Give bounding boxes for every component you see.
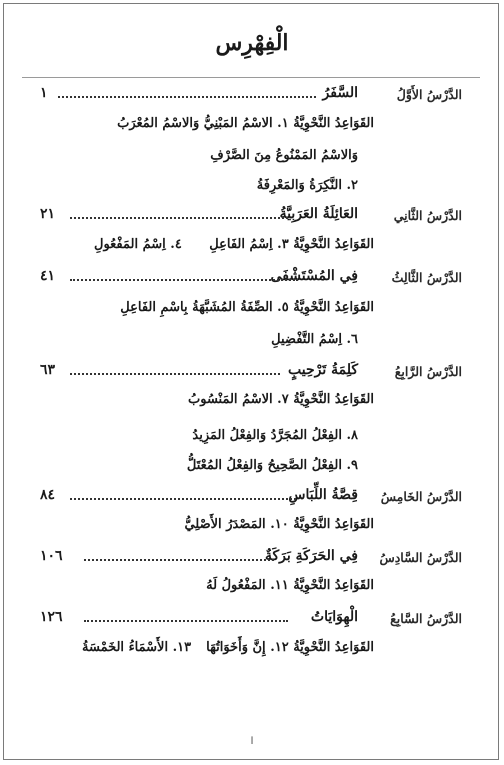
toc-entry-lesson-6[interactable] [0, 548, 504, 574]
lesson-title: قِصَّةُ اللِّبَاسِ [288, 487, 358, 503]
grammar-line: ٩. الفِعْلُ الصَّحِيحُ وَالفِعْلُ المُعْتَلُّ [186, 458, 358, 473]
page-number: ١٠٦ [40, 548, 63, 564]
grammar-line: ٨. الفِعْلُ المُجَرَّدُ وَالفِعْلُ المَزِيدُ [192, 428, 358, 443]
toc-entry-lesson-3[interactable] [0, 268, 504, 294]
page-number: ٢١ [40, 206, 56, 222]
lesson-title: فِي الحَرَكَةِ بَرَكَةٌ [265, 548, 358, 564]
grammar-line: القَوَاعِدُ النَّحْوِيَّةُ ١٠. المَصْدَرُ الأَصْلِيُّ [184, 517, 374, 532]
dot-leader [70, 279, 298, 281]
grammar-line: القَوَاعِدُ النَّحْوِيَّةُ ٣. اِسْمُ الفَاعِلِ [209, 237, 374, 252]
dot-leader [58, 96, 316, 98]
lesson-label: الدَّرْسُ الأَوَّلُ [396, 87, 462, 102]
grammar-line: وَالاسْمُ المَمْنُوعُ مِنَ الصَّرْفِ [210, 148, 358, 163]
lesson-title: فِي المُسْتَشْفَى [270, 268, 358, 284]
toc-entry-lesson-7[interactable] [0, 609, 504, 635]
dot-leader [84, 620, 288, 622]
lesson-label: الدَّرْسُ الثَّالِثُ [391, 270, 462, 285]
page-number: ٤١ [40, 268, 56, 284]
dot-leader [70, 498, 296, 500]
page-number: ١ [40, 85, 48, 101]
lesson-label: الدَّرْسُ السَّابِعُ [390, 611, 462, 626]
toc-entry-lesson-5[interactable] [0, 487, 504, 513]
grammar-line: ٢. النَّكِرَةُ وَالمَعْرِفَةُ [256, 178, 358, 193]
toc-entry-lesson-2[interactable] [0, 206, 504, 232]
page-number: ٨٤ [40, 487, 56, 503]
lesson-label: الدَّرْسُ الرَّابِعُ [394, 364, 462, 379]
grammar-line: القَوَاعِدُ النَّحْوِيَّةُ ١٢. إِنَّ وَأَخَوَاتُهَا [206, 640, 374, 655]
lesson-label: الدَّرْسُ السَّادِسُ [379, 550, 462, 565]
grammar-line: ١٣. الأَسْمَاءُ الخَمْسَةُ [82, 640, 192, 655]
title-divider [22, 77, 480, 78]
grammar-line: القَوَاعِدُ النَّحْوِيَّةُ ٧. الاسْمُ المَنْسُوبُ [187, 392, 374, 407]
grammar-line: ٦. اِسْمُ التَّفْضِيلِ [271, 332, 358, 347]
lesson-label: الدَّرْسُ الخَامِسُ [380, 489, 462, 504]
lesson-title: الْهِوَايَاتُ [310, 609, 358, 625]
page-folio: ا [250, 736, 254, 747]
dot-leader [70, 217, 288, 219]
grammar-line: ٤. اِسْمُ المَفْعُولِ [94, 237, 182, 252]
dot-leader [84, 559, 274, 561]
toc-entry-lesson-4[interactable] [0, 362, 504, 388]
page-number: ١٢٦ [40, 609, 63, 625]
page-title: الْفِهْرِس [215, 30, 289, 56]
toc-entry-lesson-1[interactable] [0, 85, 504, 111]
lesson-title: السَّفَرُ [322, 85, 358, 101]
lesson-label: الدَّرْسُ الثَّانِي [393, 208, 462, 223]
dot-leader [70, 373, 280, 375]
lesson-title: كَلِمَةُ تَرْحِيبٍ [287, 362, 358, 378]
lesson-title: العَائِلَةُ العَرَبِيَّةُ [279, 206, 358, 222]
grammar-line: القَوَاعِدُ النَّحْوِيَّةُ ٥. الصِّفَةُ المُشَبَّهَةُ بِاسْمِ الفَاعِلِ [120, 300, 374, 315]
page-number: ٦٣ [40, 362, 56, 378]
grammar-line: القَوَاعِدُ النَّحْوِيَّةُ ١١. المَفْعُولُ لَهُ [206, 578, 374, 593]
grammar-line: القَوَاعِدُ النَّحْوِيَّةُ ١. الاسْمُ المَبْنِيُّ وَالاسْمُ المُعْرَبُ [117, 116, 374, 131]
